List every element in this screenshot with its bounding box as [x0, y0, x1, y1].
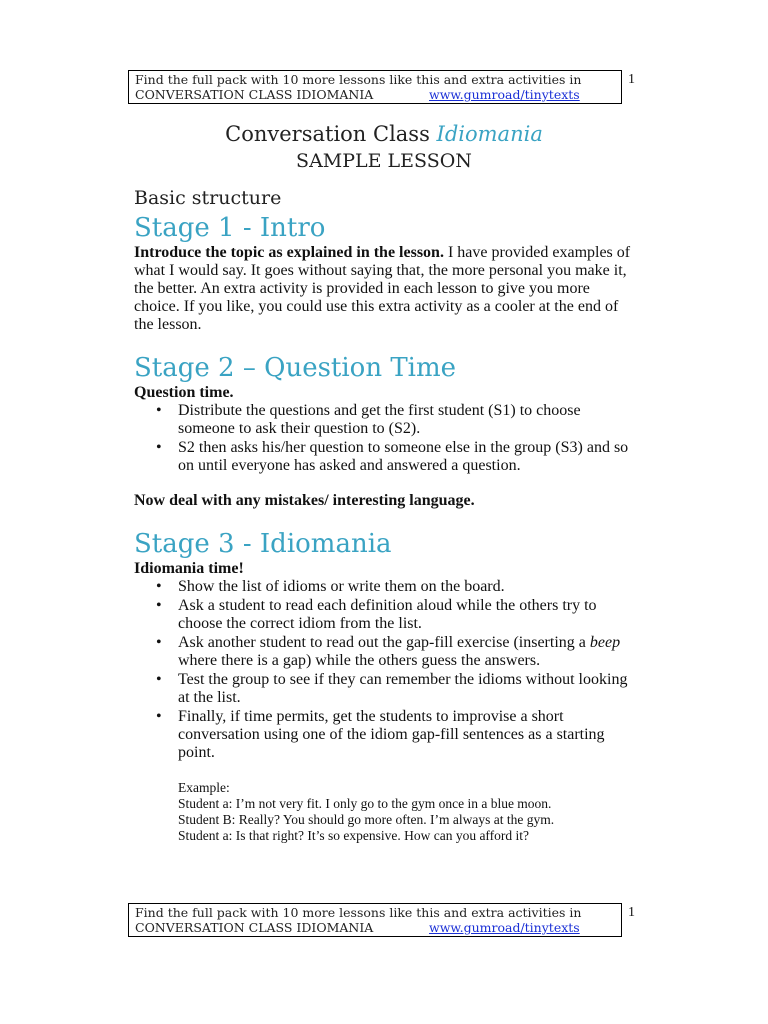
header-promo-box — [128, 70, 622, 104]
example-line: Student a: Is that right? It’s so expensive. How can you afford it? — [178, 828, 530, 843]
list-item — [134, 439, 634, 475]
gumroad-link[interactable]: www.gumroad/tinytexts — [429, 920, 580, 935]
bullet-glyph: • — [156, 671, 162, 688]
list-item — [134, 597, 634, 633]
list-item — [134, 671, 634, 707]
stage-2-heading: Stage 2 – Question Time — [134, 353, 457, 383]
promo-pack-name: CONVERSATION CLASS IDIOMANIA — [135, 87, 374, 102]
list-item — [134, 402, 634, 438]
bullet-glyph: • — [156, 402, 162, 419]
gumroad-link[interactable]: www.gumroad/tinytexts — [429, 87, 580, 102]
list-item — [134, 578, 634, 596]
stage-2-list — [134, 402, 634, 475]
stage-3-list — [134, 578, 634, 762]
stage-2-lead: Question time. — [134, 384, 234, 401]
list-item-text: Distribute the questions and get the first student (S1) to choose someone to ask their question to (S2). — [178, 402, 581, 437]
title-main-line — [0, 120, 768, 148]
list-item-text: Show the list of idioms or write them on the board. — [178, 578, 505, 595]
example-line: Student B: Really? You should go more often. I’m always at the gym. — [178, 812, 555, 827]
bullet-glyph: • — [156, 597, 162, 614]
lesson-content — [134, 184, 634, 844]
bullet-glyph: • — [156, 634, 162, 651]
page-number-bottom: 1 — [628, 905, 635, 920]
basic-structure-heading: Basic structure — [134, 187, 282, 209]
list-item-text: S2 then asks his/her question to someone else in the group (S3) and so on until everyone has asked and answered a question. — [178, 439, 629, 474]
page-number-top: 1 — [628, 72, 635, 87]
promo-line-1: Find the full pack with 10 more lessons like this and extra activities in — [135, 905, 582, 920]
stage-2-closing: Now deal with any mistakes/ interesting language. — [134, 492, 475, 509]
stage-3-heading: Stage 3 - Idiomania — [134, 529, 392, 559]
list-item-text: Finally, if time permits, get the students to improvise a short conversation using one of the idiom gap-fill sentences as a starting point. — [178, 708, 605, 761]
footer-promo-box — [128, 903, 622, 937]
document-subtitle: SAMPLE LESSON — [296, 150, 472, 172]
document-title — [0, 120, 768, 174]
stage-1-bold-lead: Introduce the topic as explained in the lesson. — [134, 244, 444, 261]
list-item — [134, 708, 634, 762]
bullet-glyph: • — [156, 578, 162, 595]
bullet-glyph: • — [156, 439, 162, 456]
title-italic: Idiomania — [436, 122, 543, 146]
stage-1-paragraph — [134, 244, 634, 334]
list-item — [134, 634, 634, 670]
example-label: Example: — [178, 780, 230, 795]
example-block — [178, 780, 634, 844]
promo-pack-name: CONVERSATION CLASS IDIOMANIA — [135, 920, 374, 935]
list-item-text: Ask a student to read each definition aloud while the others try to choose the correct idiom from the list. — [178, 597, 597, 632]
list-item-text: Test the group to see if they can remember the idioms without looking at the list. — [178, 671, 628, 706]
list-item-text-tail: where there is a gap) while the others guess the answers. — [178, 652, 541, 669]
promo-line-1: Find the full pack with 10 more lessons like this and extra activities in — [135, 72, 582, 87]
bullet-glyph: • — [156, 708, 162, 725]
example-line: Student a: I’m not very fit. I only go to the gym once in a blue moon. — [178, 796, 552, 811]
list-item-emphasis: beep — [589, 634, 621, 651]
stage-3-lead: Idiomania time! — [134, 560, 244, 577]
title-text: Conversation Class — [225, 122, 437, 146]
stage-1-heading: Stage 1 - Intro — [134, 213, 326, 243]
stage-1-text: I have provided examples of what I would say. It goes without saying that, the more personal you make it, the better. An extra activity is provided in each lesson to give you more choice. If you like, you could use this extra activity as a cooler at the end of the lesson. — [134, 244, 631, 333]
list-item-text: Ask another student to read out the gap-fill exercise (inserting a — [178, 634, 590, 651]
